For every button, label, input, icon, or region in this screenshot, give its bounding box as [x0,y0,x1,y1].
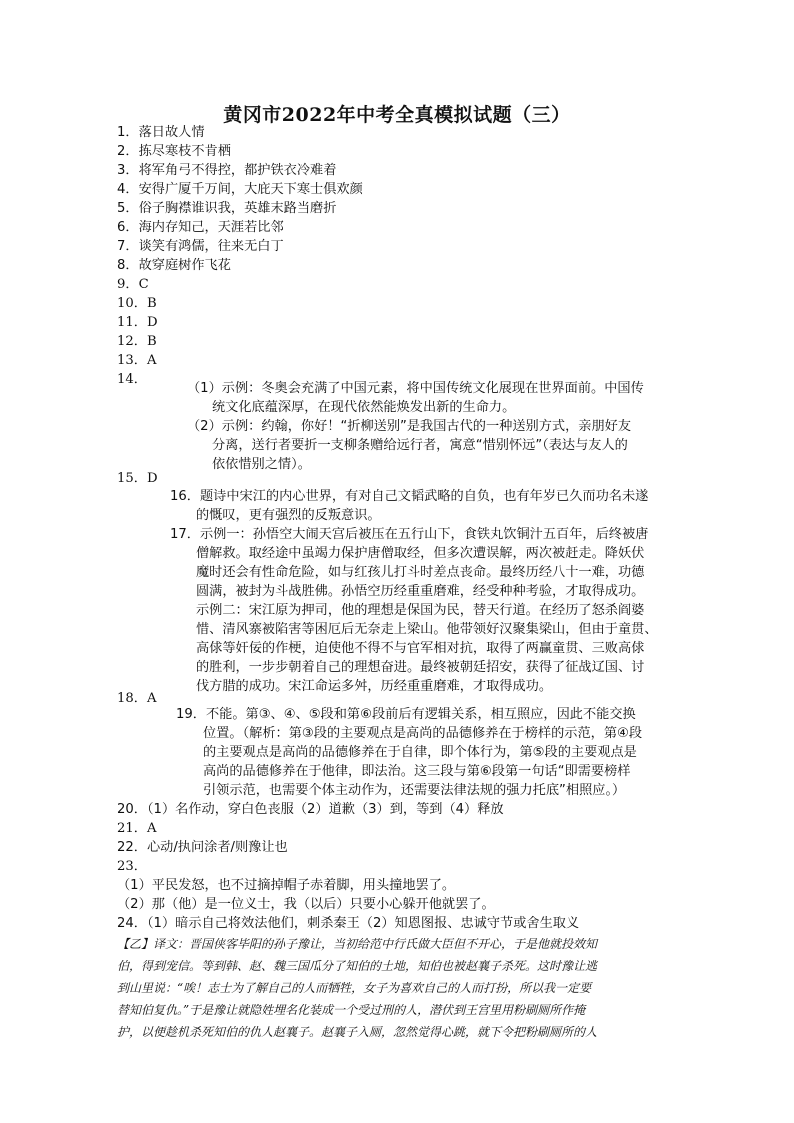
answer-12: 12．B [117,334,157,349]
answer-17-line-8: 的胜利，一步步朝着自己的理想奋进。最终被朝廷招安，获得了征战辽国、讨 [196,660,645,675]
answer-23-1: （1）平民发怒，也不过摘掉帽子赤着脚，用头撞地罢了。 [117,878,456,893]
answer-9: 9．C [117,277,149,292]
translation-line-2: 伯，得到宠信。等到韩、赵、魏三国瓜分了知伯的土地，知伯也被赵襄子杀死。这时豫让逃 [117,959,598,973]
answer-22: 22．心动/执问涂者/则豫让也 [117,840,288,855]
answer-4: 4．安得广厦千万间，大庇天下寒士俱欢颜 [117,182,363,197]
answer-11: 11．D [117,315,158,330]
answer-16-line-1: 16．题诗中宋江的内心世界，有对自己文韬武略的自负，也有年岁已久而功名未遂 [170,489,649,504]
answer-21: 21．A [117,821,157,836]
answer-14-2-line-3: 依依惜别之情）。 [212,457,311,472]
answer-19-line-5: 引领示范，也需要个体主动作为，还需要法律法规的强力托底”相照应。） [203,783,626,798]
answer-17-line-9: 伐方腊的成功。宋江命运多舛，历经重重磨难，才取得成功。 [196,679,553,694]
answer-14: 14． [117,372,147,387]
answer-17-line-7: 高俅等奸佞的作梗，迫使他不得不与官军相对抗，取得了两赢童贯、三败高俅 [196,641,645,656]
answer-2: 2．拣尽寒枝不肯栖 [117,144,231,159]
answer-23: 23． [117,859,147,874]
answer-6: 6．海内存知己，天涯若比邻 [117,220,284,235]
answer-10: 10．B [117,296,157,311]
answer-15: 15．D [117,471,158,486]
answer-5: 5．俗子胸襟谁识我，英雄末路当磨折 [117,201,337,216]
answer-14-2-line-1: （2）示例：约翰，你好！“折柳送别”是我国古代的一种送别方式，亲朋好友 [187,419,632,434]
answer-19-line-2: 位置。（解析：第③段的主要观点是高尚的品德修养在于榜样的示范，第④段 [203,726,643,741]
translation-line-5: 护，以便趁机杀死知伯的仇人赵襄子。赵襄子入厕，忽然觉得心跳，就下令把粉刷厕所的人 [117,1025,598,1039]
answer-16-line-2: 的慨叹，更有强烈的反叛意识。 [196,508,381,523]
answer-17-line-6: 惜、清风寨被陷害等困厄后无奈走上梁山。他带领好汉聚集梁山，但由于童贯、 [196,622,658,637]
page-title: 黄冈市2022年中考全真模拟试题（三） [223,104,571,126]
answer-13: 13．A [117,353,157,368]
answer-14-2-line-2: 分离，送行者要折一支柳条赠给远行者，寓意“惜别怀远”（表达与友人的 [212,438,628,453]
answer-24: 24．（1）暗示自己将效法他们，刺杀秦王（2）知恩图报、忠诚守节或舍生取义 [117,916,580,931]
answer-19-line-4: 高尚的品德修养在于他律，即法治。这三段与第⑥段第一句话“即需要榜样 [203,764,631,779]
translation-line-3: 到山里说：“唉！志士为了解自己的人而牺牲，女子为喜欢自己的人而打扮，所以我一定要 [117,981,592,995]
answer-3: 3．将军角弓不得控，都护铁衣冷难着 [117,163,337,178]
answer-19-line-3: 的主要观点是高尚的品德修养在于自律，即个体行为，第⑤段的主要观点是 [203,745,637,760]
answer-17-line-2: 僧解救。取经途中虽竭力保护唐僧取经，但多次遭误解，两次被赶走。降妖伏 [196,546,645,561]
answer-14-1-line-1: （1）示例：冬奥会充满了中国元素，将中国传统文化展现在世界面前。中国传 [187,381,644,396]
answer-23-2: （2）那（他）是一位义士，我（以后）只要小心躲开他就罢了。 [117,897,495,912]
answer-17-line-3: 魔时还会有性命危险，如与红孩儿打斗时差点丧命。最终历经八十一难，功德 [196,565,645,580]
translation-line-1: 【乙】译文：晋国侠客毕阳的孙子豫让，当初给范中行氏做大臣但不开心，于是他就投效知 [117,937,598,951]
answer-18: 18．A [117,691,157,706]
answer-1: 1．落日故人情 [117,125,205,140]
answer-8: 8．故穿庭树作飞花 [117,258,231,273]
answer-19-line-1: 19．不能。第③、④、⑤段和第⑥段前后有逻辑关系，相互照应，因此不能交换 [176,707,636,722]
answer-7: 7．谈笑有鸿儒，往来无白丁 [117,239,284,254]
answer-17-line-4: 圆满，被封为斗战胜佛。孙悟空历经重重磨难，经受种种考验，才取得成功。 [196,584,645,599]
answer-17-line-5: 示例二：宋江原为押司，他的理想是保国为民，替天行道。在经历了怒杀阎婆 [196,603,645,618]
answer-14-1-line-2: 统文化底蕴深厚，在现代依然能焕发出新的生命力。 [212,400,516,415]
answer-17-line-1: 17．示例一：孙悟空大闹天宫后被压在五行山下，食铁丸饮铜汁五百年，后终被唐 [170,527,649,542]
answer-20: 20．（1）名作动，穿白色丧服（2）道歉（3）到，等到（4）释放 [117,802,504,817]
translation-line-4: 替知伯复仇。”于是豫让就隐姓埋名化装成一个受过刑的人，潜伏到王宫里用粉刷厕所作掩 [117,1003,586,1017]
